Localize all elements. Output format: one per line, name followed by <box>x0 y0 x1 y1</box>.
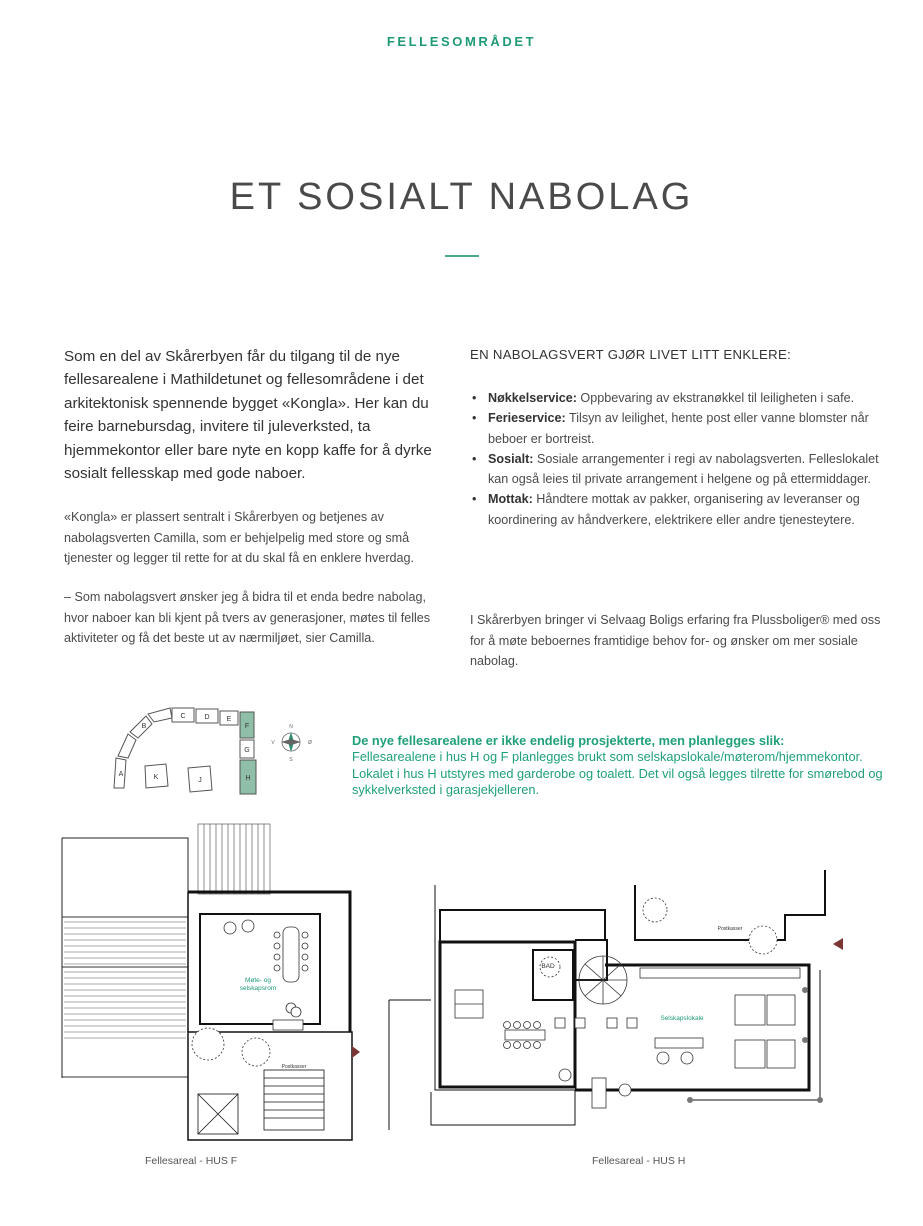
caption-hus-h: Fellesareal - HUS H <box>592 1155 686 1167</box>
services-heading: EN NABOLAGSVERT GJØR LIVET LITT ENKLERE: <box>470 347 792 362</box>
camilla-quote: – Som nabolagsvert ønsker jeg å bidra til et enda bedre nabolag, hvor naboer kan bli kjent på tvers av generasjoner, møtes til felles aktiviteter og få det beste ut av nærmiljøet, sier Camilla. <box>64 590 431 646</box>
planning-note-body: Fellesarealene i hus H og F planlegges brukt som selskapslokale/møterom/hjemmekontor. Lokalet i hus H utstyres med garderobe og toalett. Det vil også legges tilrette for smørebod og sykkelverksted i garasjekjelleren. <box>352 749 883 798</box>
service-term: Sosialt: <box>488 451 534 466</box>
services-list <box>470 388 880 530</box>
label-k: K <box>153 774 159 781</box>
building-a-upper <box>118 734 136 758</box>
label-h: H <box>245 775 251 782</box>
title-divider <box>445 255 479 257</box>
list-item <box>470 388 880 408</box>
list-item <box>470 449 880 490</box>
postbox-label: Postkasser <box>281 1064 307 1070</box>
page-title: ET SOSIALT NABOLAG <box>229 176 694 218</box>
kongla-paragraph: «Kongla» er plassert sentralt i Skårerbyen og betjenes av nabolagsverten Camilla, som er behjelpelig med store og små tjenester og legger til rette for at du skal få en enklere hverdag. <box>64 510 415 566</box>
label-j: J <box>198 777 202 784</box>
service-term: Ferieservice: <box>488 411 566 426</box>
section-label: FELLESOMRÅDET <box>386 34 537 49</box>
label-b: B <box>141 723 147 730</box>
label-a: A <box>118 771 124 778</box>
room-label-party-hall: Selskapslokale <box>660 1015 704 1022</box>
floor-plan-hus-h <box>385 860 860 1145</box>
room-label-meeting: Møte- og <box>244 977 272 984</box>
site-key-plan <box>100 700 325 800</box>
planning-note <box>352 733 892 799</box>
svg-text:N: N <box>289 724 293 730</box>
bath-label: BAD <box>541 963 555 970</box>
svg-text:S: S <box>289 757 293 763</box>
service-text: Tilsyn av leilighet, hente post eller vanne blomster når beboer er bortreist. <box>488 411 869 446</box>
svg-text:V: V <box>271 740 275 746</box>
planning-note-heading: De nye fellesarealene er ikke endelig prosjekterte, men planlegges slik: <box>352 733 785 748</box>
entrance-arrow-icon <box>352 1046 360 1058</box>
list-item <box>470 489 880 530</box>
label-e: E <box>226 716 232 723</box>
service-term: Mottak: <box>488 492 533 507</box>
postbox-label: Postkasser <box>717 926 743 932</box>
floor-plan-hus-f <box>58 822 368 1142</box>
label-g: G <box>244 747 250 754</box>
label-c: C <box>180 713 186 720</box>
spiral-stair <box>579 956 627 1004</box>
service-term: Nøkkelservice: <box>488 391 577 405</box>
plussboliger-paragraph: I Skårerbyen bringer vi Selvaag Boligs erfaring fra Plussboliger® med oss for å møte beboernes framtidige behov for- og ønsker om mer sosiale nabolag. <box>470 613 881 669</box>
label-f: F <box>244 723 250 730</box>
room-label-party: selskapsrom <box>239 985 277 992</box>
svg-text:Ø: Ø <box>308 740 312 746</box>
label-d: D <box>204 714 210 721</box>
compass-icon <box>271 724 312 763</box>
building-b2 <box>148 708 172 722</box>
terrace-hatching <box>64 922 186 1038</box>
service-text: Sosiale arrangementer i regi av nabolagsverten. Felleslokalet kan også leies til private arrangement i helgene og på ettermiddager. <box>488 451 879 487</box>
entrance-arrow-icon <box>833 938 843 950</box>
list-item <box>470 408 880 449</box>
service-text: Oppbevaring av ekstranøkkel til leiligheten i safe. <box>580 391 855 405</box>
lead-paragraph: Som en del av Skårerbyen får du tilgang til de nye fellesarealene i Mathildetunet og fellesområdene i det arkitektonisk spennende bygget «Kongla». Her kan du feire barnebursdag, invitere til juleverksted, ta hjemmekontor eller bare nyte en kopp kaffe for å dyrke sosialt fellesskap med gode naboer. <box>64 348 432 483</box>
caption-hus-f: Fellesareal - HUS F <box>145 1155 238 1167</box>
service-text: Håndtere mottak av pakker, organisering av leveranser og koordinering av håndverkere, elektrikere eller andre tjenesteytere. <box>488 492 860 527</box>
